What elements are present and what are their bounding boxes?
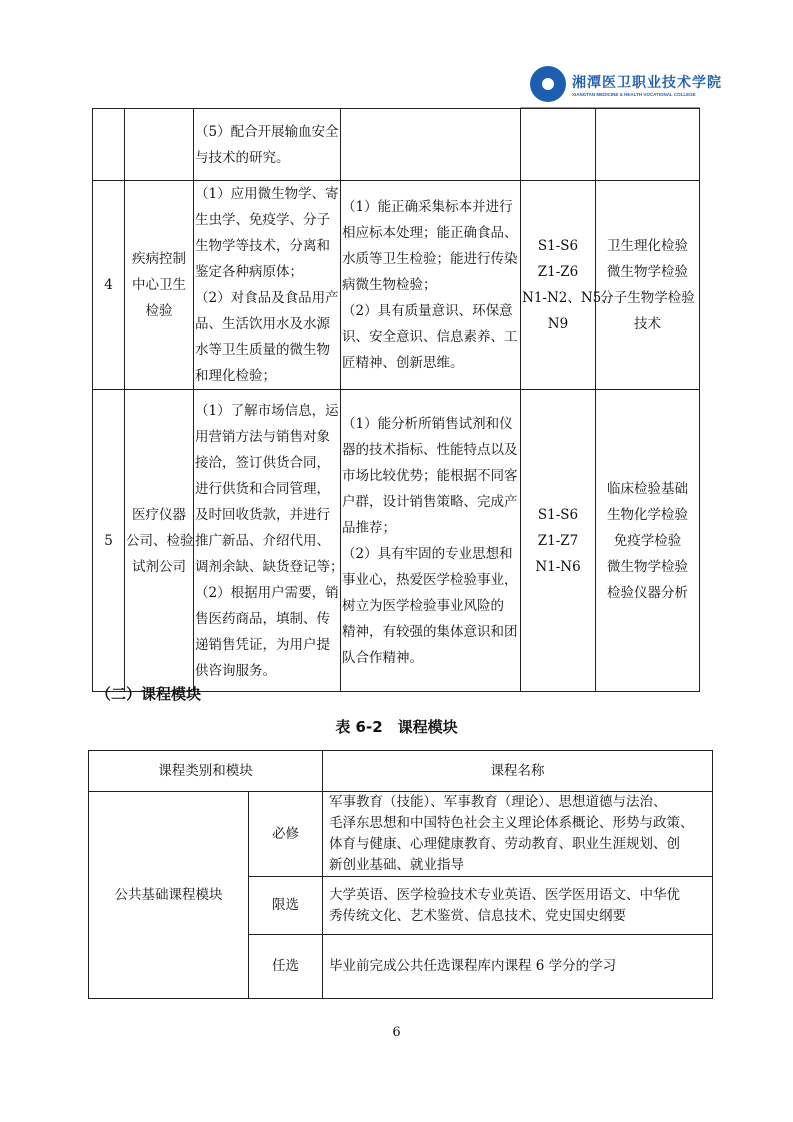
course-type-cell: 必修 bbox=[249, 792, 323, 877]
course-names-line: 毛泽东思想和中国特色社会主义理论体系概论、形势与政策、 bbox=[329, 815, 694, 831]
post-name-cell bbox=[125, 390, 194, 692]
ability-codes-cell bbox=[521, 181, 615, 390]
ability-codes-cell bbox=[521, 390, 596, 692]
course-names-line: 新创业基础、就业指导 bbox=[329, 857, 464, 873]
work-tasks-line: 水等卫生质量的微生物 bbox=[195, 342, 330, 358]
table-row bbox=[89, 792, 713, 877]
ability-codes-line: N1-N2、N5、 bbox=[522, 290, 615, 306]
supporting-courses-cell bbox=[596, 390, 700, 692]
work-tasks-line: （5）配合开展输血安全 bbox=[195, 123, 339, 140]
supporting-courses-line: 生物化学检验 bbox=[607, 506, 688, 523]
work-tasks-line: 接洽，签订供货合同， bbox=[195, 454, 330, 471]
work-tasks-line: 供咨询服务。 bbox=[195, 662, 276, 679]
work-tasks-cell bbox=[194, 109, 341, 181]
supporting-courses-line: 免疫学检验 bbox=[613, 532, 682, 549]
ability-codes-line: Z1-Z6 bbox=[537, 264, 579, 280]
vocational-abilities-line: 识、安全意识、信息素养、工 bbox=[342, 329, 518, 345]
course-names-line: 军事教育（技能）、军事教育（理论）、思想道德与法治、 bbox=[329, 794, 667, 810]
vocational-abilities-line: 队合作精神。 bbox=[342, 649, 423, 666]
row-number-cell: 5 bbox=[93, 390, 125, 692]
work-tasks-line: 推广新品、介绍代用、 bbox=[195, 532, 330, 549]
work-tasks-cell bbox=[194, 390, 344, 692]
table-row bbox=[93, 390, 700, 692]
vocational-abilities-line: 水质等卫生检验；能进行传染 bbox=[342, 251, 518, 267]
course-module-table bbox=[88, 750, 713, 999]
work-tasks-cell bbox=[194, 181, 341, 390]
work-tasks-line: 售医药商品，填制、传 bbox=[195, 610, 330, 627]
supporting-courses-line: 卫生理化检验 bbox=[607, 238, 688, 254]
post-name-line: 疾病控制 bbox=[132, 251, 186, 267]
work-tasks-line: （2）根据用户需要，销 bbox=[195, 584, 339, 601]
course-names-line: 大学英语、医学检验技术专业英语、医学医用语文、中华优 bbox=[329, 886, 680, 903]
logo-chinese-name: 湘潭医卫职业技术学院 bbox=[572, 74, 722, 91]
work-tasks-line: 与技术的研究。 bbox=[195, 149, 290, 166]
ability-codes-line: Z1-Z7 bbox=[537, 532, 579, 549]
work-tasks-line: 进行供货和合同管理， bbox=[195, 480, 330, 497]
work-tasks-line: 递销售凭证，为用户提 bbox=[195, 636, 330, 653]
table-row bbox=[93, 181, 700, 390]
logo-english-name: XIANGTAN MEDICINE & HEALTH VOCATIONAL COLLEGE bbox=[572, 91, 696, 97]
supporting-courses-line: 分子生物学检验 bbox=[600, 290, 695, 306]
ability-codes-cell bbox=[521, 109, 596, 181]
module-category-cell: 公共基础课程模块 bbox=[89, 792, 249, 999]
post-name-line: 试剂公司 bbox=[132, 558, 186, 575]
vocational-abilities-line: 病微生物检验； bbox=[342, 277, 437, 293]
work-tasks-line: 生物学等技术，分离和 bbox=[195, 238, 330, 254]
course-type-cell: 任选 bbox=[249, 935, 323, 999]
ability-codes-line: S1-S6 bbox=[537, 506, 579, 523]
table-caption: 表 6-2 课程模块 bbox=[335, 718, 458, 736]
supporting-courses-line: 微生物学检验 bbox=[607, 558, 688, 575]
vocational-abilities-line: 树立为医学检验事业风险的 bbox=[342, 597, 504, 614]
table-row bbox=[93, 109, 700, 181]
vocational-abilities-line: （2）具有质量意识、环保意 bbox=[342, 303, 513, 319]
work-tasks-line: 及时回收货款，并进行 bbox=[195, 506, 330, 523]
post-name-line: 检验 bbox=[145, 303, 173, 319]
vocational-abilities-line: 精神，有较强的集体意识和团 bbox=[342, 623, 518, 640]
college-logo bbox=[530, 64, 722, 104]
course-names-line: 体育与健康、心理健康教育、劳动教育、职业生涯规划、创 bbox=[329, 836, 680, 852]
post-name-line: 中心卫生 bbox=[132, 277, 186, 293]
course-type-cell: 限选 bbox=[249, 877, 323, 935]
supporting-courses-line: 临床检验基础 bbox=[607, 480, 688, 497]
vocational-abilities-line: （2）具有牢固的专业思想和 bbox=[342, 545, 513, 562]
course-names-line: 毕业前完成公共任选课程库内课程 6 学分的学习 bbox=[329, 958, 617, 974]
course-names-cell bbox=[323, 877, 713, 935]
header-course-name: 课程名称 bbox=[323, 751, 713, 792]
ability-codes-line: N9 bbox=[547, 316, 569, 332]
course-names-cell bbox=[323, 935, 713, 999]
college-seal-icon bbox=[530, 66, 566, 102]
vocational-abilities-line: 市场比较优势；能根据不同客 bbox=[342, 467, 518, 484]
header-category: 课程类别和模块 bbox=[89, 751, 323, 792]
vocational-abilities-line: 器的技术指标、性能特点以及 bbox=[342, 441, 518, 458]
vocational-abilities-cell bbox=[341, 109, 521, 181]
post-name-line: 医疗仪器 bbox=[132, 506, 186, 523]
job-task-table bbox=[92, 108, 700, 692]
work-tasks-line: 品、生活饮用水及水源 bbox=[195, 316, 330, 332]
section-heading: （二）课程模块 bbox=[96, 685, 202, 703]
vocational-abilities-cell bbox=[341, 181, 521, 390]
course-names-cell bbox=[323, 792, 713, 877]
work-tasks-line: 用营销方法与销售对象 bbox=[195, 428, 330, 445]
work-tasks-line: （1）了解市场信息，运 bbox=[195, 402, 339, 419]
post-name-cell bbox=[125, 109, 194, 181]
post-name-cell bbox=[125, 181, 194, 390]
vocational-abilities-line: 品推荐； bbox=[342, 519, 396, 536]
course-names-line: 秀传统文化、艺术鉴赏、信息技术、党史国史纲要 bbox=[329, 907, 626, 924]
supporting-courses-cell bbox=[596, 109, 700, 181]
post-name-line: 公司、检验 bbox=[126, 532, 194, 549]
work-tasks-line: 调剂余缺、缺货登记等； bbox=[195, 558, 344, 575]
work-tasks-line: （2）对食品及食品用产 bbox=[195, 290, 339, 306]
work-tasks-line: 和理化检验； bbox=[195, 368, 276, 384]
vocational-abilities-line: 事业心，热爱医学检验事业， bbox=[342, 571, 518, 588]
vocational-abilities-cell bbox=[341, 390, 521, 692]
vocational-abilities-line: 户群，设计销售策略、完成产 bbox=[342, 493, 518, 510]
vocational-abilities-line: 相应标本处理；能正确食品、 bbox=[342, 225, 518, 241]
supporting-courses-line: 检验仪器分析 bbox=[607, 584, 688, 601]
supporting-courses-line: 微生物学检验 bbox=[607, 264, 688, 280]
vocational-abilities-line: （1）能分析所销售试剂和仪 bbox=[342, 415, 513, 432]
row-number-cell bbox=[93, 109, 125, 181]
vocational-abilities-line: 匠精神、创新思维。 bbox=[342, 355, 464, 371]
work-tasks-line: （1）应用微生物学、寄 bbox=[195, 186, 339, 202]
ability-codes-line: S1-S6 bbox=[537, 238, 579, 254]
row-number-cell: 4 bbox=[93, 181, 125, 390]
vocational-abilities-line: （1）能正确采集标本并进行 bbox=[342, 199, 513, 215]
work-tasks-line: 生虫学、免疫学、分子 bbox=[195, 212, 330, 228]
supporting-courses-cell bbox=[596, 181, 700, 390]
ability-codes-line: N1-N6 bbox=[535, 558, 581, 575]
supporting-courses-line: 技术 bbox=[634, 316, 661, 332]
work-tasks-line: 鉴定各种病原体； bbox=[195, 264, 303, 280]
page-number: 6 bbox=[392, 1025, 401, 1040]
table-header-row bbox=[89, 751, 713, 792]
